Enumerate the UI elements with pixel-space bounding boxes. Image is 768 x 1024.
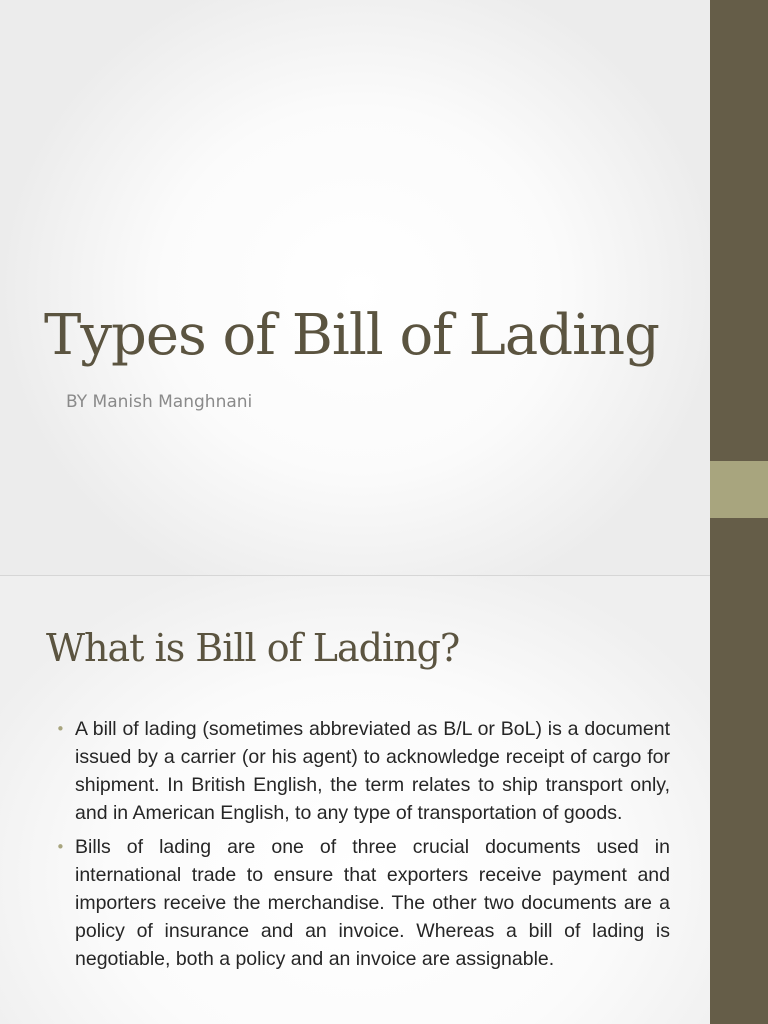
bullet-list [56,715,670,979]
bullet-item [56,715,670,827]
theme-sidebar [710,0,768,1024]
slide-title: Types of Bill of Lading [44,303,659,368]
bullet-item [56,833,670,973]
content-slide[interactable] [0,576,710,1024]
sidebar-accent-block [710,461,768,518]
slide-heading: What is Bill of Lading? [46,626,460,670]
bullet-text: A bill of lading (sometimes abbreviated as B/L or BoL) is a document issued by a carrier (or his agent) to acknowledge receipt of cargo for shipment. In British English, the term relates to ship transport only, and in American English, to any type of transportation of goods. [75,718,670,824]
bullet-text: Bills of lading are one of three crucial documents used in international trade to ensure that exporters receive payment and importers receive the merchandise. The other two documents are a policy of insurance and an invoice. Whereas a bill of lading is negotiable, both a policy and an invoice are assignable. [75,836,670,970]
bullet-dot-icon: • [56,838,65,856]
bullet-dot-icon: • [56,720,65,738]
slide-subtitle: BY Manish Manghnani [66,392,253,412]
